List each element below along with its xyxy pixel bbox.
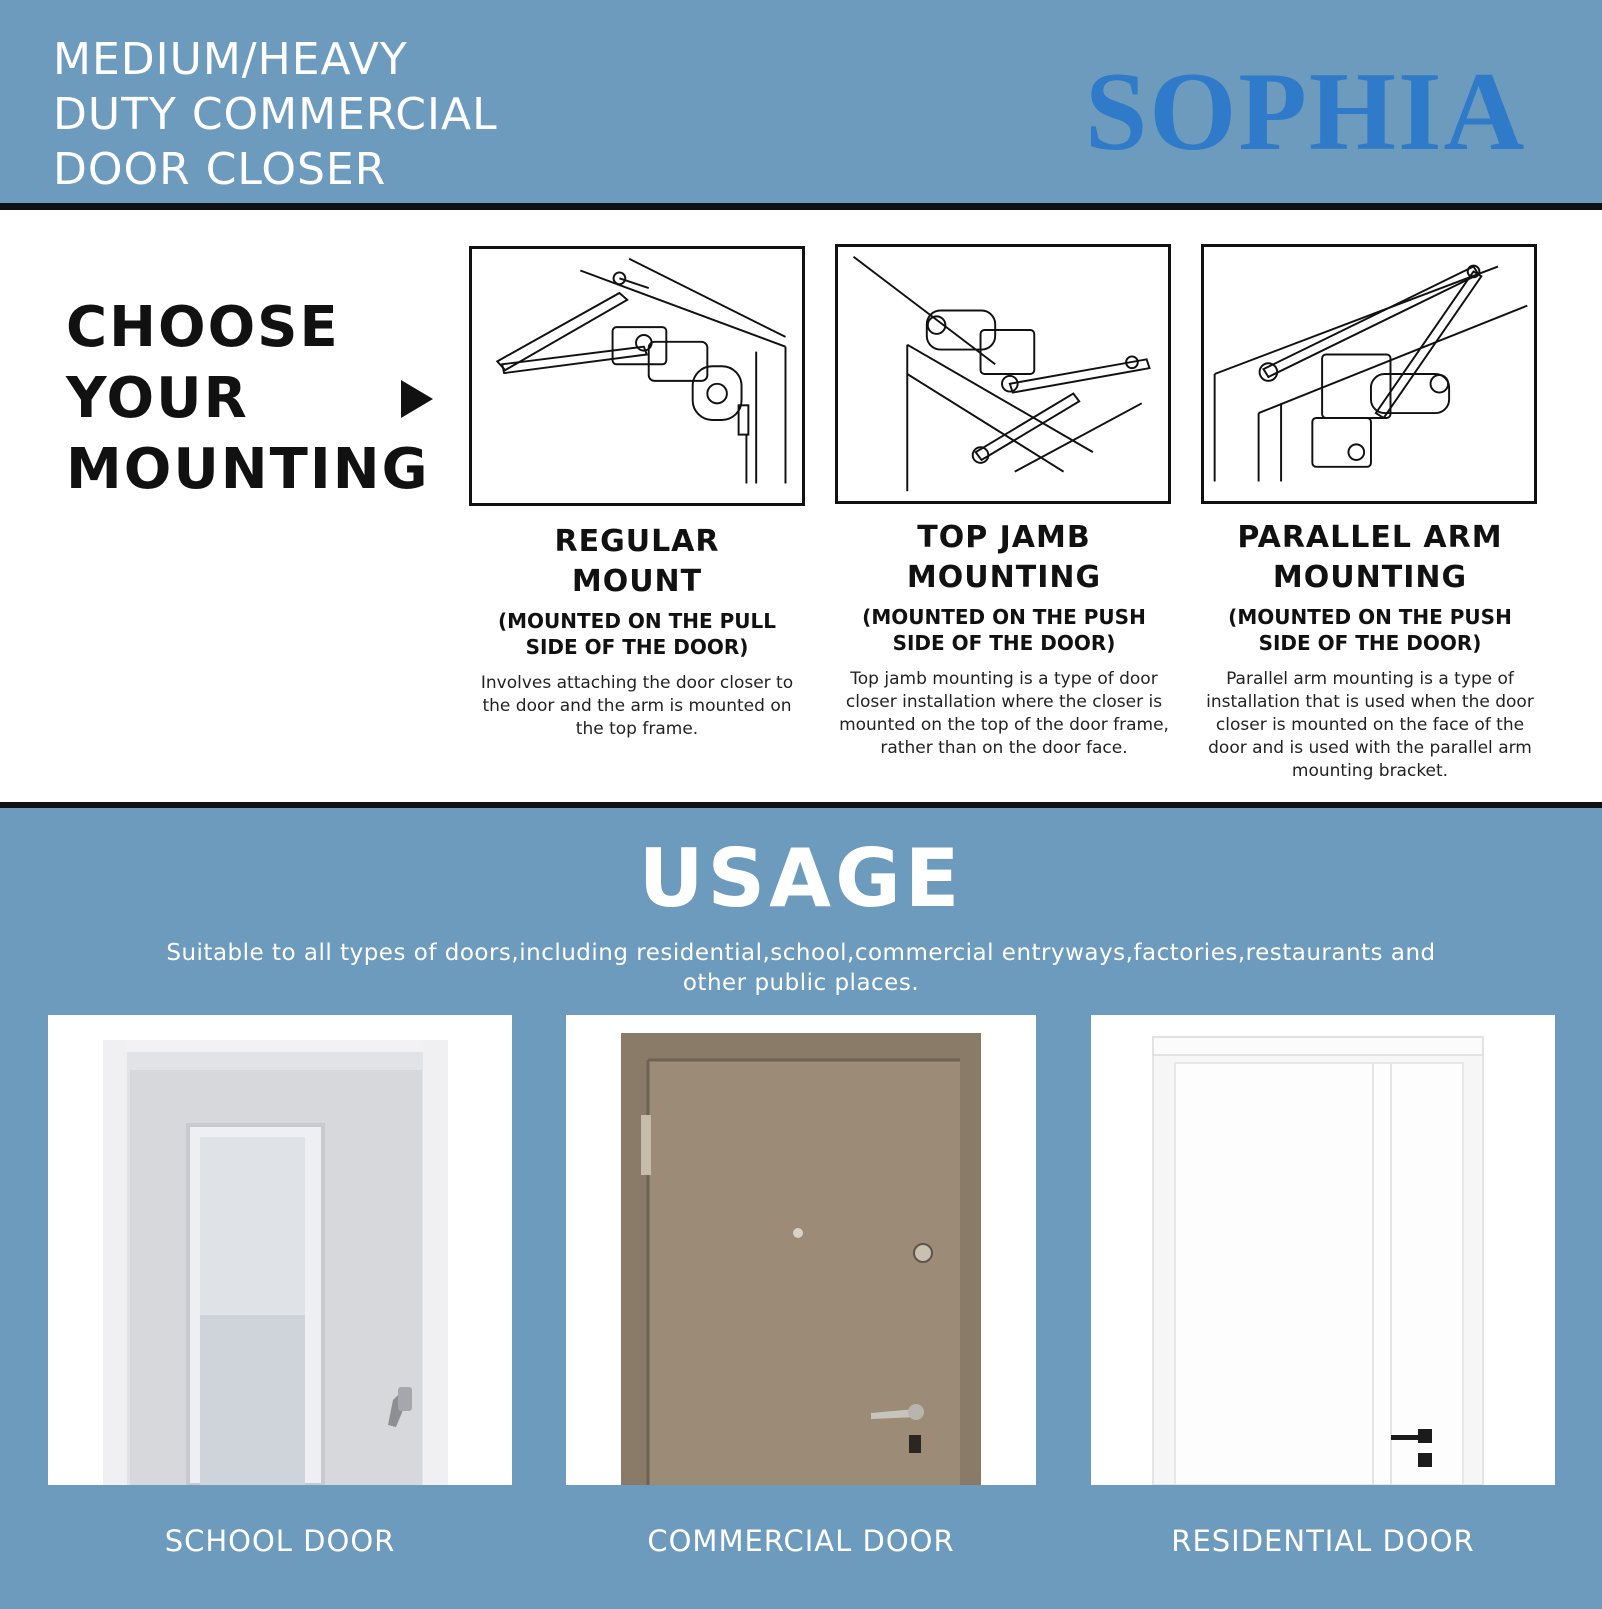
regular-mount-name-line-2: MOUNT bbox=[571, 564, 703, 599]
choose-line-2: YOUR bbox=[66, 366, 249, 431]
residential-door-label: RESIDENTIAL DOOR bbox=[1171, 1524, 1475, 1558]
school-door-image bbox=[48, 1015, 512, 1485]
regular-mount-name bbox=[462, 522, 812, 602]
commercial-door-image bbox=[566, 1015, 1036, 1485]
top-jamb-name bbox=[829, 518, 1179, 598]
play-arrow-icon bbox=[401, 380, 433, 418]
header-banner bbox=[0, 0, 1602, 203]
product-title-line-1: MEDIUM/HEAVY bbox=[53, 34, 408, 85]
choose-line-3: MOUNTING bbox=[66, 437, 430, 502]
parallel-arm-name-line-2: MOUNTING bbox=[1272, 560, 1468, 595]
top-jamb-info bbox=[829, 518, 1179, 760]
parallel-arm-name-line-1: PARALLEL ARM bbox=[1237, 520, 1503, 555]
brand-logo: SOPHIA bbox=[1085, 50, 1527, 174]
parallel-arm-illustration bbox=[1204, 247, 1534, 501]
regular-mount-side bbox=[462, 608, 812, 660]
commercial-door-illustration bbox=[566, 1015, 1036, 1485]
top-jamb-side bbox=[829, 604, 1179, 656]
top-jamb-description: Top jamb mounting is a type of door closer installation where the closer is mounted on the top of the door frame, rather than on the door face. bbox=[839, 669, 1169, 758]
commercial-door-label: COMMERCIAL DOOR bbox=[647, 1524, 955, 1558]
regular-mount-name-line-1: REGULAR bbox=[554, 524, 720, 559]
choose-line-1: CHOOSE bbox=[66, 295, 340, 360]
top-jamb-side-line-1: (MOUNTED ON THE PUSH bbox=[862, 605, 1146, 629]
top-jamb-name-line-1: TOP JAMB bbox=[917, 520, 1091, 555]
regular-mount-diagram bbox=[469, 246, 805, 506]
residential-door-illustration bbox=[1091, 1015, 1555, 1485]
school-door-illustration bbox=[48, 1015, 512, 1485]
top-jamb-side-line-2: SIDE OF THE DOOR) bbox=[892, 631, 1116, 655]
parallel-arm-info bbox=[1195, 518, 1545, 783]
product-title-line-2: DUTY COMMERCIAL bbox=[53, 89, 498, 140]
regular-mount-description: Involves attaching the door closer to the door and the arm is mounted on the top frame. bbox=[480, 673, 794, 739]
usage-section bbox=[0, 808, 1602, 1609]
usage-description: Suitable to all types of doors,including residential,school,commercial entryways,factories,restaurants and other public places. bbox=[166, 940, 1436, 996]
top-jamb-illustration bbox=[838, 247, 1168, 501]
product-title-line-3: DOOR CLOSER bbox=[53, 144, 387, 195]
usage-title: USAGE bbox=[638, 832, 964, 925]
parallel-arm-side-line-2: SIDE OF THE DOOR) bbox=[1258, 631, 1482, 655]
parallel-arm-side bbox=[1195, 604, 1545, 656]
parallel-arm-diagram bbox=[1201, 244, 1537, 504]
top-jamb-name-line-2: MOUNTING bbox=[906, 560, 1102, 595]
divider-top bbox=[0, 203, 1602, 210]
regular-mount-side-line-2: SIDE OF THE DOOR) bbox=[525, 635, 749, 659]
regular-mount-illustration bbox=[472, 249, 802, 503]
top-jamb-diagram bbox=[835, 244, 1171, 504]
regular-mount-info bbox=[462, 522, 812, 741]
regular-mount-side-line-1: (MOUNTED ON THE PULL bbox=[498, 609, 776, 633]
school-door-label: SCHOOL DOOR bbox=[164, 1524, 396, 1558]
residential-door-image bbox=[1091, 1015, 1555, 1485]
choose-mounting-heading bbox=[66, 292, 430, 505]
parallel-arm-name bbox=[1195, 518, 1545, 598]
parallel-arm-description: Parallel arm mounting is a type of installation that is used when the door closer is mounted on the face of the door and is used with the parallel arm mounting bracket. bbox=[1206, 669, 1534, 781]
product-title bbox=[53, 32, 498, 197]
parallel-arm-side-line-1: (MOUNTED ON THE PUSH bbox=[1228, 605, 1512, 629]
